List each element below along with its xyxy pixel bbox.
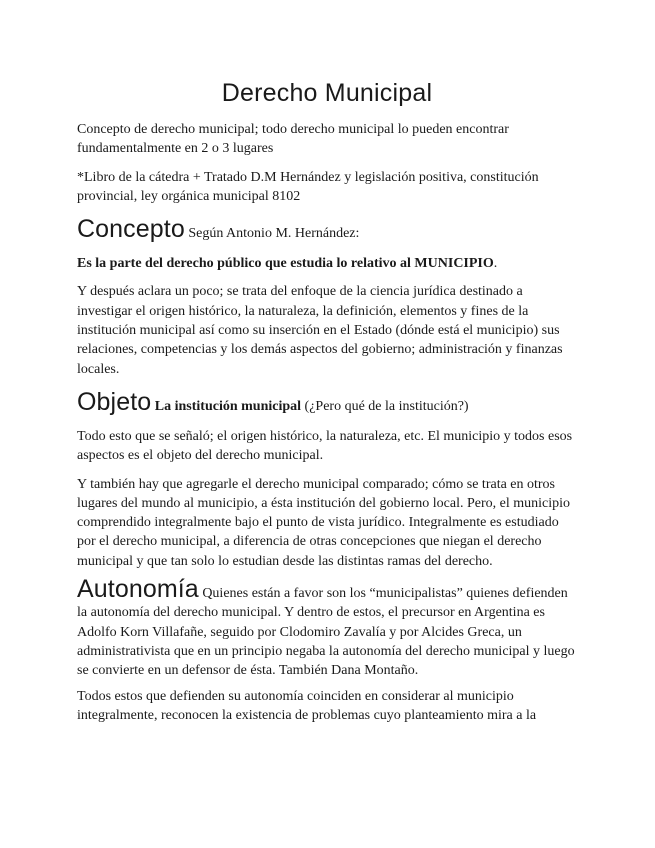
intro-sources-paragraph: *Libro de la cátedra + Tratado D.M Hernández y legislación positiva, constitución provincial, ley orgánica municipal 8102: [77, 169, 539, 204]
objeto-paragraph-2: Y también hay que agregarle el derecho municipal comparado; cómo se trata en otros lugares del mundo al municipio, a ésta institución del gobierno local. Pero, el municipio comprendido integralmente bajo el punto de vista jurídico. Integralmente es estudiado por el derecho municipal, a diferencia de otras concepciones que niegan el derecho municipal y que tan solo lo estudian desde las distintas ramas del derecho.: [77, 476, 571, 569]
concepto-definition-bold: Es la parte del derecho público que estudia lo relativo al MUNICIPIO: [77, 256, 494, 272]
page-title: Derecho Municipal: [221, 79, 433, 107]
objeto-section-heading: [77, 388, 577, 421]
objeto-note: (¿Pero qué de la institución?): [304, 398, 469, 414]
autonomia-paragraph-1: Quienes están a favor son los “municipalistas” quienes defienden la autonomía del derecho municipal. Y dentro de estos, el precursor en Argentina es Adolfo Korn Villafañe, seguido por Clodomiro Zavalía y por Alcides Greca, un administrativista que en un principio negaba la autonomía del derecho municipal y luego se convierte en un defensor de ésta. También Dana Montaño.: [77, 586, 575, 679]
intro-paragraph: Concepto de derecho municipal; todo derecho municipal lo pueden encontrar fundamentalmente en 2 o 3 lugares: [77, 122, 509, 157]
concepto-heading: Concepto: [77, 215, 185, 244]
autonomia-heading: Autonomía: [77, 575, 199, 604]
concepto-paragraph: Y después aclara un poco; se trata del enfoque de la ciencia jurídica destinado a investigar el origen histórico, la naturaleza, la definición, elementos y fines de la institución municipal así como su inserción en el Estado (dónde está el municipio) sus relaciones, competencias y los demás aspectos del gobierno; administración y finanzas locales.: [77, 284, 563, 377]
autonomia-section: [77, 575, 577, 680]
objeto-bold-subtitle: La institución municipal: [154, 398, 302, 414]
autonomia-paragraph-2: Todos estos que defienden su autonomía coinciden en considerar al municipio integralmente, reconocen la existencia de problemas cuyo planteamiento mira a la: [77, 688, 537, 723]
concepto-section-heading: [77, 215, 577, 248]
document-content: [77, 78, 577, 734]
concepto-definition: [77, 254, 577, 273]
concepto-subtitle: Según Antonio M. Hernández:: [188, 226, 360, 242]
objeto-paragraph-1: Todo esto que se señaló; el origen histórico, la naturaleza, etc. El municipio y todos esos aspectos es el objeto del derecho municipal.: [77, 428, 573, 464]
concepto-definition-end: .: [493, 256, 498, 272]
objeto-heading: Objeto: [77, 387, 152, 416]
